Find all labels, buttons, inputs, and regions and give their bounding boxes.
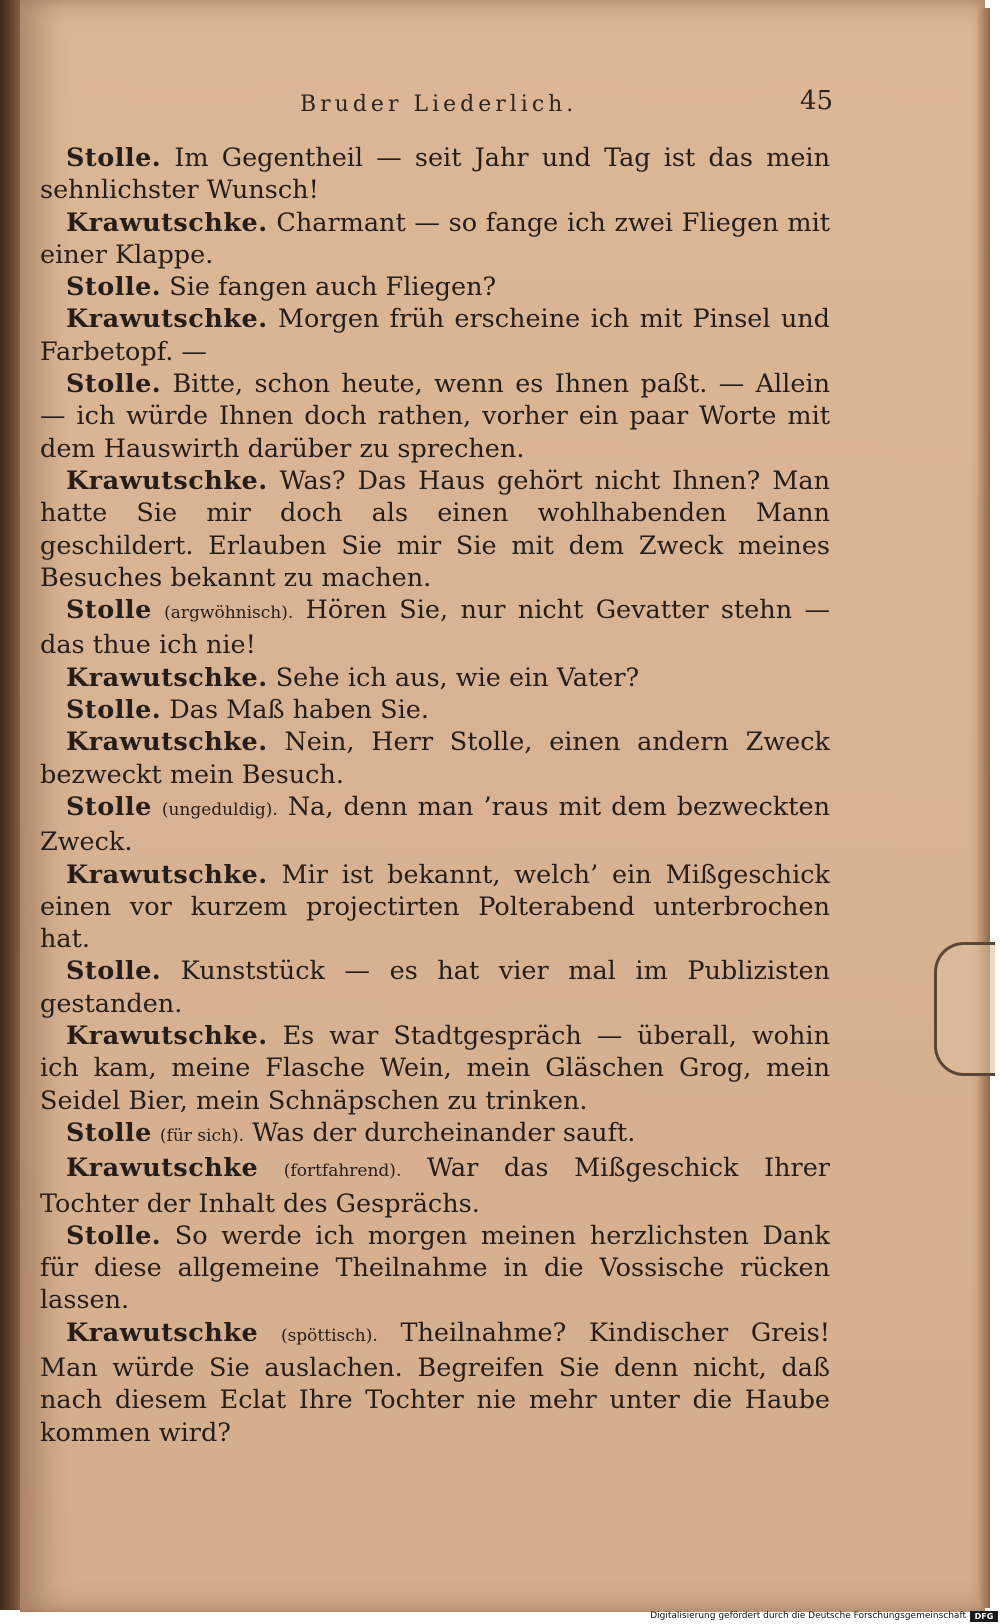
spoken-text: Bitte, schon heute, wenn es Ihnen paßt. — Allein — ich würde Ihnen doch rathen, vorher ein paar Worte mit dem Hauswirth darüber zu sprechen. <box>40 369 830 464</box>
spoken-text: Mir ist bekannt, welch’ ein Mißgeschick einen vor kurzem projectirten Polterabend unterbrochen hat. <box>40 859 830 955</box>
dialogue-line <box>40 1117 830 1152</box>
dialogue-line <box>40 142 830 207</box>
speaker-name: Stolle. <box>66 956 162 987</box>
dialogue-line <box>40 465 830 594</box>
stage-direction: (fortfahrend). <box>283 1161 402 1182</box>
dialogue-line <box>40 368 830 465</box>
speaker-name: Krawutschke. <box>66 727 268 758</box>
speaker-name: Krawutschke. <box>66 465 268 496</box>
speaker-name: Stolle <box>66 595 152 626</box>
speaker-name: Krawutschke. <box>66 304 268 335</box>
dialogue-line <box>40 726 830 791</box>
speaker-name: Stolle <box>66 1117 152 1148</box>
spoken-text: Im Gegentheil — seit Jahr und Tag ist das mein sehnlichster Wunsch! <box>40 143 830 206</box>
running-title: Bruder Liederlich. <box>300 92 578 117</box>
dialogue-line <box>40 694 830 726</box>
spoken-text: So werde ich morgen meinen herzlichsten Dank für diese allgemeine Theilnahme in die Vossische rücken lassen. <box>40 1220 830 1316</box>
speaker-name: Stolle. <box>66 272 162 303</box>
page-right-edge <box>978 8 990 1608</box>
dialogue-line <box>40 594 830 662</box>
spoken-text: Morgen früh erscheine ich mit Pinsel und Farbetopf. — <box>40 304 830 367</box>
dialogue-line <box>40 662 830 694</box>
spoken-text: Theilnahme? Kindischer Greis! Man würde Sie auslachen. Begreifen Sie denn nicht, daß nach diesem Eclat Ihre Tochter nie mehr unter die Haube kommen wird? <box>40 1317 831 1448</box>
spoken-text: Sehe ich aus, wie ein Vater? <box>275 662 640 693</box>
spoken-text: Was? Das Haus gehört nicht Ihnen? Man hatte Sie mir doch als einen wohlhabenden Mann geschildert. Erlauben Sie mir Sie mit dem Zweck meines Besuches bekannt zu machen. <box>40 465 830 593</box>
speaker-name: Stolle. <box>66 1220 162 1251</box>
dialogue-line <box>40 1220 830 1317</box>
spoken-text: Kunststück — es hat vier mal im Publizisten gestanden. <box>40 956 830 1019</box>
speaker-name: Krawutschke. <box>66 662 268 693</box>
page-number: 45 <box>800 86 834 116</box>
dialogue-line <box>40 271 830 303</box>
spoken-text: Charmant — so fange ich zwei Fliegen mit einer Klappe. <box>40 207 830 270</box>
stage-direction: (spöttisch). <box>280 1325 378 1346</box>
stage-direction: (ungeduldig). <box>161 799 278 820</box>
dialogue-line <box>40 303 830 368</box>
dialogue-line <box>40 859 830 956</box>
spoken-text: Was der durcheinander sauft. <box>252 1117 636 1148</box>
dialogue-line <box>40 955 830 1020</box>
dialogue-line <box>40 207 830 272</box>
bookmark-tab <box>934 942 995 1076</box>
speaker-name: Krawutschke. <box>66 1021 268 1052</box>
dialogue-line <box>40 1020 830 1117</box>
spoken-text: Das Maß haben Sie. <box>169 695 429 726</box>
speaker-name: Krawutschke <box>66 1317 259 1348</box>
speaker-name: Stolle. <box>66 143 162 173</box>
spoken-text: War das Mißgeschick Ihrer Tochter der Inhalt des Gesprächs. <box>40 1153 830 1219</box>
speaker-name: Krawutschke. <box>66 207 268 238</box>
spoken-text: Sie fangen auch Fliegen? <box>169 272 497 303</box>
dialogue-line <box>40 791 830 859</box>
dialogue-text <box>40 142 830 1449</box>
spoken-text: Es war Stadtgespräch — überall, wohin ich kam, meine Flasche Wein, mein Gläschen Grog, mein Seidel Bier, mein Schnäpschen zu trinken. <box>40 1021 831 1116</box>
dialogue-line <box>40 1317 830 1449</box>
dialogue-line <box>40 1152 830 1220</box>
spoken-text: Nein, Herr Stolle, einen andern Zweck bezweckt mein Besuch. <box>40 727 831 790</box>
speaker-name: Stolle <box>66 791 152 822</box>
stage-direction: (argwöhnisch). <box>164 603 294 624</box>
stage-direction: (für sich). <box>159 1125 244 1146</box>
speaker-name: Stolle. <box>66 695 162 726</box>
spoken-text: Na, denn man ’raus mit dem bezweckten Zweck. <box>40 791 830 858</box>
footer-credit: Digitalisierung gefördert durch die Deutsche Forschungsgemeinschaft <box>650 1611 966 1621</box>
speaker-name: Krawutschke. <box>66 859 268 890</box>
speaker-name: Krawutschke <box>66 1153 259 1184</box>
speaker-name: Stolle. <box>66 369 162 400</box>
dfg-logo: DFG <box>970 1611 998 1622</box>
spoken-text: Hören Sie, nur nicht Gevatter stehn — das thue ich nie! <box>40 595 830 661</box>
